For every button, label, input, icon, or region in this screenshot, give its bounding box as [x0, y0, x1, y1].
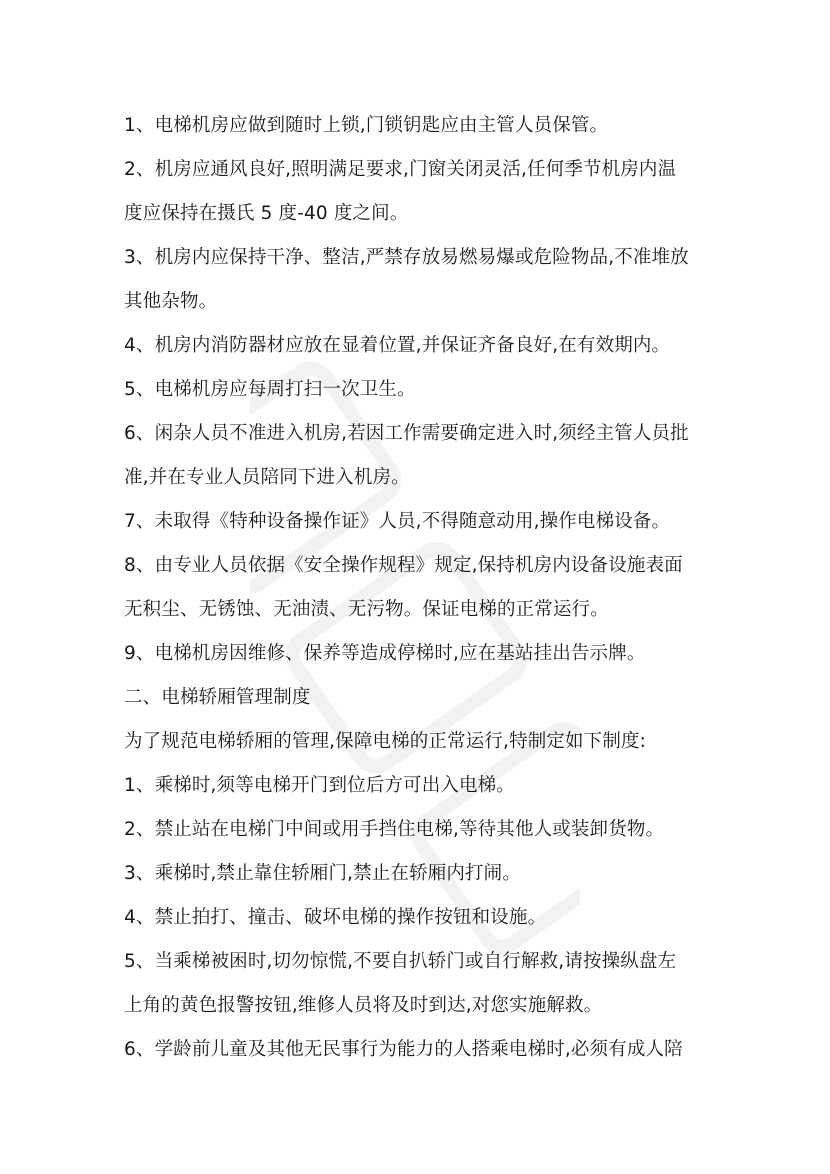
text-line: 8、由专业人员依据《安全操作规程》规定,保持机房内设备设施表面	[124, 555, 683, 576]
text-line: 度应保持在摄氏 5 度-40 度之间。	[124, 203, 409, 224]
text-line: 6、闲杂人员不准进入机房,若因工作需要确定进入时,须经主管人员批	[124, 423, 689, 444]
text-line: 3、机房内应保持干净、整洁,严禁存放易燃易爆或危险物品,不准堆放	[124, 247, 689, 268]
section-heading: 二、电梯轿厢管理制度	[124, 687, 311, 708]
text-line: 2、机房应通风良好,照明满足要求,门窗关闭灵活,任何季节机房内温	[124, 159, 677, 180]
text-line: 2、禁止站在电梯门中间或用手挡住电梯,等待其他人或装卸货物。	[124, 819, 665, 840]
text-line: 7、未取得《特种设备操作证》人员,不得随意动用,操作电梯设备。	[124, 511, 671, 532]
text-line: 为了规范电梯轿厢的管理,保障电梯的正常运行,特制定如下制度:	[124, 731, 646, 752]
text-line: 9、电梯机房因维修、保养等造成停梯时,应在基站挂出告示牌。	[124, 643, 646, 664]
text-line: 其他杂物。	[124, 291, 218, 312]
text-line: 4、禁止拍打、撞击、破坏电梯的操作按钮和设施。	[124, 907, 547, 928]
text-line: 5、当乘梯被困时,切勿惊慌,不要自扒轿门或自行解救,请按操纵盘左	[124, 951, 677, 972]
text-line: 1、电梯机房应做到随时上锁,门锁钥匙应由主管人员保管。	[124, 115, 609, 136]
text-line: 5、电梯机房应每周打扫一次卫生。	[124, 379, 416, 400]
text-line: 3、乘梯时,禁止靠住轿厢门,禁止在轿厢内打闹。	[124, 863, 521, 884]
text-line: 无积尘、无锈蚀、无油渍、无污物。保证电梯的正常运行。	[124, 599, 609, 620]
text-line: 4、机房内消防器材应放在显着位置,并保证齐备良好,在有效期内。	[124, 335, 671, 356]
text-line: 上角的黄色报警按钮,维修人员将及时到达,对您实施解救。	[124, 995, 603, 1016]
text-line: 1、乘梯时,须等电梯开门到位后方可出入电梯。	[124, 775, 515, 796]
text-line: 准,并在专业人员陪同下进入机房。	[124, 467, 410, 488]
text-line: 6、学龄前儿童及其他无民事行为能力的人搭乘电梯时,必须有成人陪	[124, 1039, 683, 1060]
